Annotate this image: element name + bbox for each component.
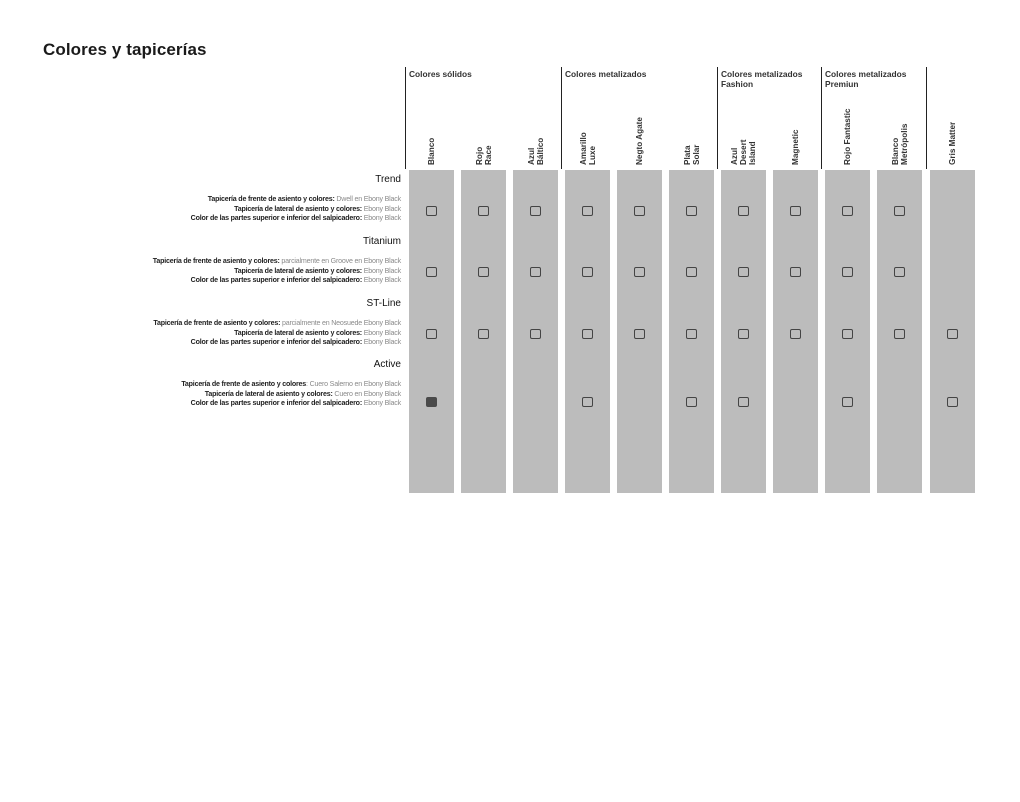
trim-spec-line bbox=[153, 267, 401, 277]
availability-checkbox[interactable] bbox=[478, 267, 489, 277]
trim-name: Active bbox=[373, 359, 401, 370]
color-column-header bbox=[513, 67, 558, 169]
color-column-header bbox=[565, 67, 610, 169]
trim-specs bbox=[181, 380, 401, 409]
trim-spec-line bbox=[181, 399, 401, 409]
availability-checkbox[interactable] bbox=[530, 267, 541, 277]
trim-spec-value: Dwell en Ebony Black bbox=[334, 195, 401, 203]
availability-checkbox[interactable] bbox=[738, 267, 749, 277]
trim-spec-key: Tapicería de lateral de asiento y colores: bbox=[234, 204, 362, 213]
trim-spec-key: Tapicería de lateral de asiento y colores: bbox=[204, 389, 333, 398]
availability-checkbox[interactable] bbox=[426, 397, 437, 407]
color-name-label: Blanco Metrópolis bbox=[890, 123, 909, 165]
trim-spec-key: Tapicería de frente de asiento y colores: bbox=[207, 195, 335, 203]
availability-checkbox[interactable] bbox=[426, 267, 437, 277]
color-name-label: Rojo Race bbox=[474, 145, 493, 165]
availability-checkbox[interactable] bbox=[790, 206, 801, 216]
trim-spec-line bbox=[153, 276, 401, 286]
availability-checkbox[interactable] bbox=[842, 397, 853, 407]
availability-checkbox[interactable] bbox=[582, 329, 593, 339]
color-column-header bbox=[721, 67, 766, 169]
color-group-label: Colores metalizados bbox=[565, 69, 647, 79]
trim-spec-line bbox=[153, 257, 401, 267]
trim-specs bbox=[153, 257, 401, 286]
availability-checkbox[interactable] bbox=[686, 329, 697, 339]
availability-checkbox[interactable] bbox=[530, 206, 541, 216]
trim-spec-value: parcialmente en Neosuede Ebony Black bbox=[280, 319, 401, 327]
trim-spec-key: Tapicería de lateral de asiento y colores: bbox=[234, 328, 362, 337]
trim-spec-key: Color de las partes superior e inferior del salpicadero: bbox=[190, 399, 362, 408]
page-title: Colores y tapicerías bbox=[43, 40, 207, 59]
color-group-label: Colores metalizados Premiun bbox=[825, 69, 907, 89]
availability-checkbox[interactable] bbox=[738, 329, 749, 339]
color-column-header bbox=[930, 67, 975, 169]
color-name-label: Negto Agate bbox=[635, 117, 644, 165]
color-name-label: Azul Desert Island bbox=[730, 139, 757, 165]
availability-checkbox[interactable] bbox=[686, 267, 697, 277]
availability-checkbox[interactable] bbox=[478, 329, 489, 339]
color-name-label: Magnetic bbox=[791, 129, 800, 165]
trim-spec-line bbox=[191, 205, 401, 215]
trim-spec-value: Cuero en Ebony Black bbox=[332, 389, 401, 398]
trim-spec-value: Ebony Black bbox=[361, 276, 401, 285]
trim-spec-value: Ebony Black bbox=[361, 204, 401, 213]
trim-name: ST-Line bbox=[366, 298, 401, 309]
trim-spec-line bbox=[191, 195, 401, 205]
availability-checkbox[interactable] bbox=[894, 267, 905, 277]
availability-checkbox[interactable] bbox=[582, 397, 593, 407]
trim-spec-key: Tapicería de lateral de asiento y colores: bbox=[234, 266, 362, 275]
trim-spec-line bbox=[181, 380, 401, 390]
trim-spec-value: Ebony Black bbox=[361, 266, 401, 275]
availability-checkbox[interactable] bbox=[842, 267, 853, 277]
availability-checkbox[interactable] bbox=[738, 206, 749, 216]
color-name-label: Gris Matter bbox=[948, 121, 957, 165]
trim-spec-value: parcialmente en Groove en Ebony Black bbox=[279, 257, 401, 265]
color-column-header bbox=[461, 67, 506, 169]
color-name-label: Amarillo Luxe bbox=[578, 132, 597, 165]
color-column-header bbox=[617, 67, 662, 169]
trim-spec-value: : Cuero Salerno en Ebony Black bbox=[306, 380, 401, 388]
color-name-label: Plata Solar bbox=[682, 144, 701, 165]
availability-checkbox[interactable] bbox=[686, 206, 697, 216]
availability-checkbox[interactable] bbox=[738, 397, 749, 407]
availability-checkbox[interactable] bbox=[686, 397, 697, 407]
availability-checkbox[interactable] bbox=[426, 329, 437, 339]
availability-checkbox[interactable] bbox=[842, 206, 853, 216]
availability-checkbox[interactable] bbox=[426, 206, 437, 216]
trim-spec-line bbox=[153, 338, 401, 348]
color-column-header bbox=[877, 67, 922, 169]
trim-spec-key: Color de las partes superior e inferior del salpicadero: bbox=[190, 338, 362, 347]
trim-spec-value: Ebony Black bbox=[361, 338, 401, 347]
availability-checkbox[interactable] bbox=[634, 267, 645, 277]
color-column-header bbox=[669, 67, 714, 169]
trim-specs bbox=[191, 195, 401, 224]
trim-spec-key: Color de las partes superior e inferior del salpicadero: bbox=[190, 214, 362, 223]
trim-spec-line bbox=[153, 319, 401, 329]
availability-checkbox[interactable] bbox=[894, 329, 905, 339]
color-group-label: Colores metalizados Fashion bbox=[721, 69, 803, 89]
trim-spec-value: Ebony Black bbox=[361, 328, 401, 337]
trim-spec-line bbox=[153, 329, 401, 339]
availability-checkbox[interactable] bbox=[894, 206, 905, 216]
availability-checkbox[interactable] bbox=[634, 206, 645, 216]
trim-spec-key: Color de las partes superior e inferior del salpicadero: bbox=[190, 276, 362, 285]
color-name-label: Blanco bbox=[427, 137, 436, 165]
availability-checkbox[interactable] bbox=[947, 397, 958, 407]
trim-spec-line bbox=[191, 214, 401, 224]
availability-checkbox[interactable] bbox=[478, 206, 489, 216]
trim-specs bbox=[153, 319, 401, 348]
color-group-label: Colores sólidos bbox=[409, 69, 472, 79]
availability-checkbox[interactable] bbox=[582, 206, 593, 216]
availability-checkbox[interactable] bbox=[530, 329, 541, 339]
color-column-header bbox=[773, 67, 818, 169]
trim-spec-line bbox=[181, 390, 401, 400]
availability-checkbox[interactable] bbox=[582, 267, 593, 277]
trim-spec-value: Ebony Black bbox=[361, 214, 401, 223]
availability-checkbox[interactable] bbox=[634, 329, 645, 339]
availability-checkbox[interactable] bbox=[947, 329, 958, 339]
color-name-label: Azul Báltico bbox=[526, 137, 545, 165]
trim-name: Titanium bbox=[363, 236, 401, 247]
color-column-header bbox=[409, 67, 454, 169]
trim-name: Trend bbox=[375, 174, 401, 185]
availability-checkbox[interactable] bbox=[790, 267, 801, 277]
trim-spec-key: Tapicería de frente de asiento y colores: bbox=[153, 319, 281, 327]
color-name-label: Rojo Fantastic bbox=[843, 108, 852, 165]
trim-spec-key: Tapicería de frente de asiento y colores bbox=[181, 380, 307, 388]
color-column-header bbox=[825, 67, 870, 169]
availability-checkbox[interactable] bbox=[790, 329, 801, 339]
trim-spec-key: Tapicería de frente de asiento y colores: bbox=[152, 257, 280, 265]
trim-spec-value: Ebony Black bbox=[361, 399, 401, 408]
availability-checkbox[interactable] bbox=[842, 329, 853, 339]
